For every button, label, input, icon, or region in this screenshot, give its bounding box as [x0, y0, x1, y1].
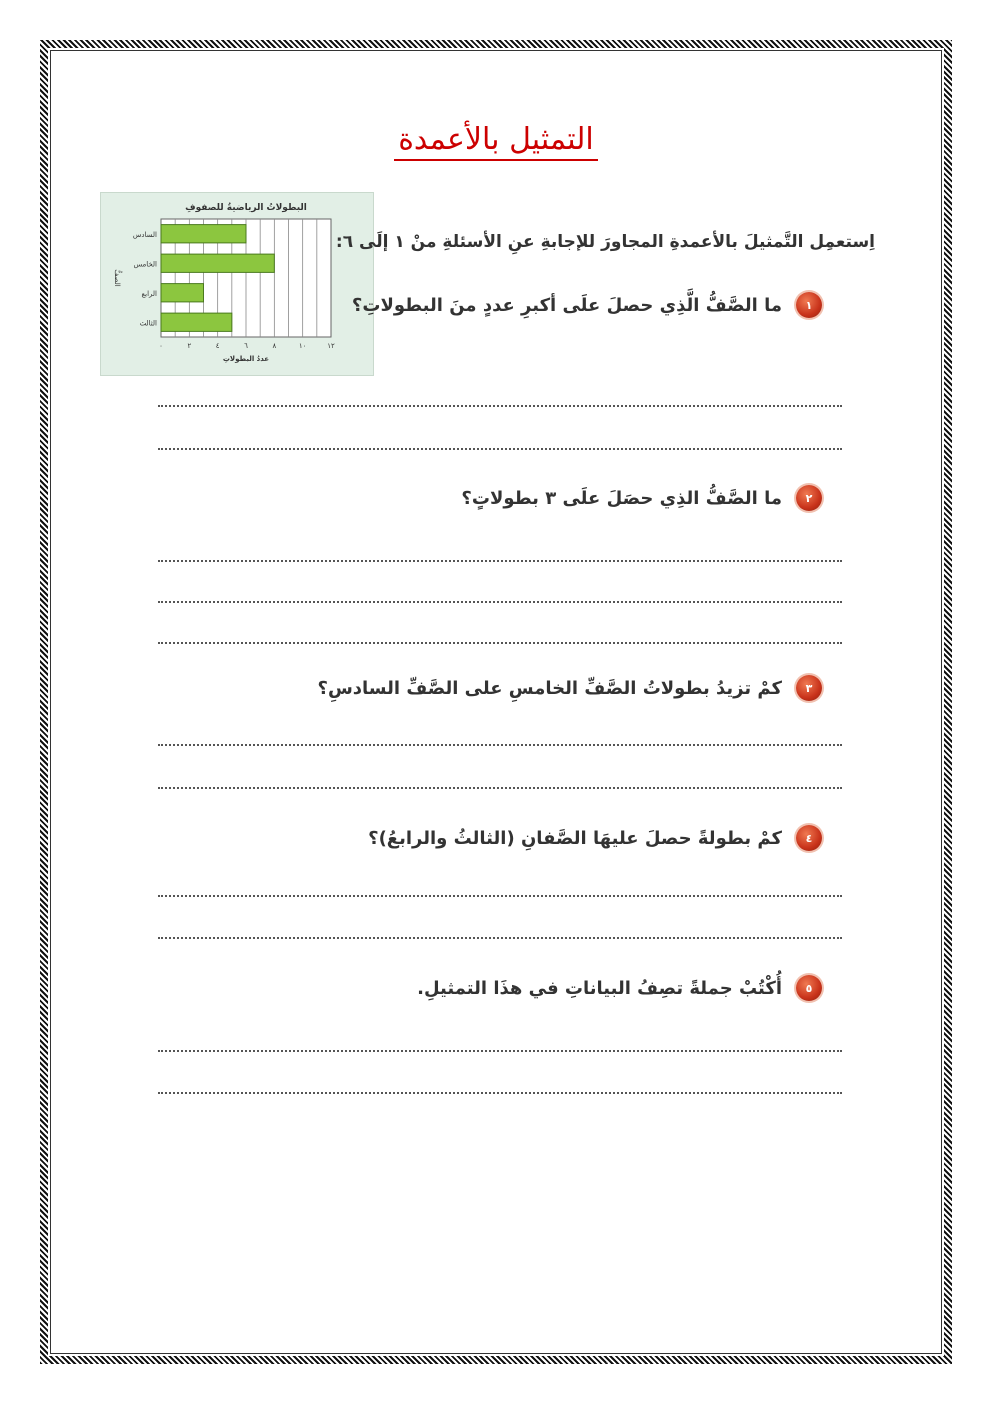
question-1-number: ١	[796, 292, 822, 318]
question-4-number: ٤	[796, 825, 822, 851]
bar	[161, 254, 274, 272]
chart-title: البطولاتُ الرياضيةُ للصفوفِ	[185, 203, 307, 213]
x-axis-label: عددُ البطولاتِ	[222, 355, 270, 363]
x-tick-label: ١٢	[327, 342, 335, 350]
question-2-text: ما الصَّفُّ الذِي حصَلَ علَى ٣ بطولاتٍ؟	[461, 487, 782, 509]
page-title: التمثيل بالأعمدة	[0, 122, 992, 157]
question-1	[352, 292, 822, 318]
bar-chart-svg	[101, 193, 373, 375]
category-label: الرابع	[141, 289, 157, 298]
bar	[161, 284, 204, 302]
question-2	[461, 485, 822, 511]
answer-line[interactable]	[158, 787, 842, 789]
x-tick-label: ٦	[244, 342, 248, 350]
category-label: الخامس	[133, 260, 157, 269]
answer-line[interactable]	[158, 744, 842, 746]
question-1-text: ما الصَّفُّ الَّذِي حصلَ علَى أكبرِ عددٍ منَ البطولاتِ؟	[351, 294, 782, 316]
question-3-text: كمْ تزيدُ بطولاتُ الصَّفِّ الخامسِ على الصَّفِّ السادسِ؟	[317, 677, 782, 699]
question-2-number: ٢	[796, 485, 822, 511]
answer-line[interactable]	[158, 1092, 842, 1094]
bar	[161, 225, 246, 243]
instruction-text: اِستعمِل التَّمثيلَ بالأعمدةِ المجاورَ للإجابةِ عنِ الأسئلةِ منْ ١ إلَى ٦:	[335, 232, 875, 252]
x-tick-label: ٤	[215, 342, 220, 350]
answer-line[interactable]	[158, 895, 842, 897]
bar-chart	[100, 192, 374, 376]
answer-line[interactable]	[158, 560, 842, 562]
answer-line[interactable]	[158, 1050, 842, 1052]
answer-line[interactable]	[158, 405, 842, 407]
question-3-number: ٣	[796, 675, 822, 701]
category-label: الثالث	[139, 319, 157, 328]
answer-line[interactable]	[158, 937, 842, 939]
x-tick-label: ٨	[272, 342, 277, 350]
question-4	[368, 825, 822, 851]
question-5	[417, 975, 822, 1001]
answer-line[interactable]	[158, 448, 842, 450]
bar	[161, 313, 232, 331]
question-4-text: كمْ بطولةً حصلَ عليهَا الصَّفانِ (الثالثُ والرابعُ)؟	[368, 827, 782, 849]
question-5-number: ٥	[796, 975, 822, 1001]
question-5-text: أُكْتُبْ جملةً تصِفُ البياناتِ في هذَا التمثيلِ.	[417, 977, 782, 999]
answer-line[interactable]	[158, 642, 842, 644]
x-tick-label: ٠	[159, 342, 163, 350]
category-label: السادس	[132, 230, 157, 239]
answer-line[interactable]	[158, 601, 842, 603]
x-tick-label: ١٠	[298, 342, 307, 350]
question-3	[318, 675, 822, 701]
x-tick-label: ٢	[187, 342, 192, 350]
y-axis-label: الصفُّ	[113, 269, 121, 287]
